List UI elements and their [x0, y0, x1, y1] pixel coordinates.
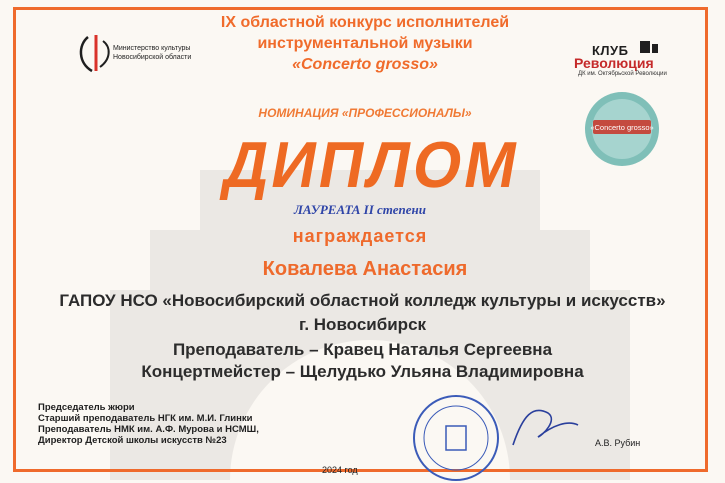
awarded-label: награждается	[292, 226, 428, 246]
laureate-degree: ЛАУРЕАТА II степени	[294, 202, 426, 217]
jury-line-2: Старший преподаватель НГК им. М.И. Глинки	[38, 413, 253, 424]
year: 2024 год	[322, 465, 358, 475]
signer-name: А.В. Рубин	[595, 438, 641, 448]
jury-chair-block	[38, 402, 259, 446]
title-line-2: инструментальной музыки	[257, 35, 473, 52]
city: г. Новосибирск	[298, 315, 427, 334]
jury-line-3: Преподаватель НМК им. А.Ф. Мурова и НСМШ,	[38, 424, 259, 435]
accompanist: Концертмейстер – Щелудько Ульяна Владимировна	[141, 362, 584, 381]
diploma-heading: ДИПЛОМ	[218, 129, 527, 202]
signature	[493, 395, 593, 455]
emblem-text: «Concerto grosso»	[590, 123, 654, 132]
jury-line-4: Директор Детской школы искусств №23	[38, 435, 227, 446]
ministry-name	[113, 44, 191, 62]
club-word-klub: КЛУБ	[592, 43, 629, 58]
ministry-line-2: Новосибирской области	[113, 54, 192, 61]
teacher: Преподаватель – Кравец Наталья Сергеевна	[172, 340, 553, 359]
club-subtitle: ДК им. Октябрьской Революции	[578, 71, 667, 77]
title-line-1: IX областной конкурс исполнителей	[220, 14, 510, 31]
ministry-line-1: Министерство культуры	[113, 45, 191, 52]
title-line-3: «Concerto grosso»	[292, 56, 438, 73]
nomination: НОМИНАЦИЯ «ПРОФЕССИОНАЛЫ»	[258, 106, 472, 120]
club-word-revolution: Революция	[574, 55, 654, 71]
organization: ГАПОУ НСО «Новосибирский областной колледж культуры и искусств»	[59, 291, 666, 310]
contest-title	[190, 12, 540, 75]
jury-line-1: Председатель жюри	[38, 402, 135, 413]
recipient-name: Ковалева Анастасия	[262, 258, 468, 280]
official-stamp	[410, 392, 502, 483]
concerto-grosso-emblem	[583, 90, 661, 168]
